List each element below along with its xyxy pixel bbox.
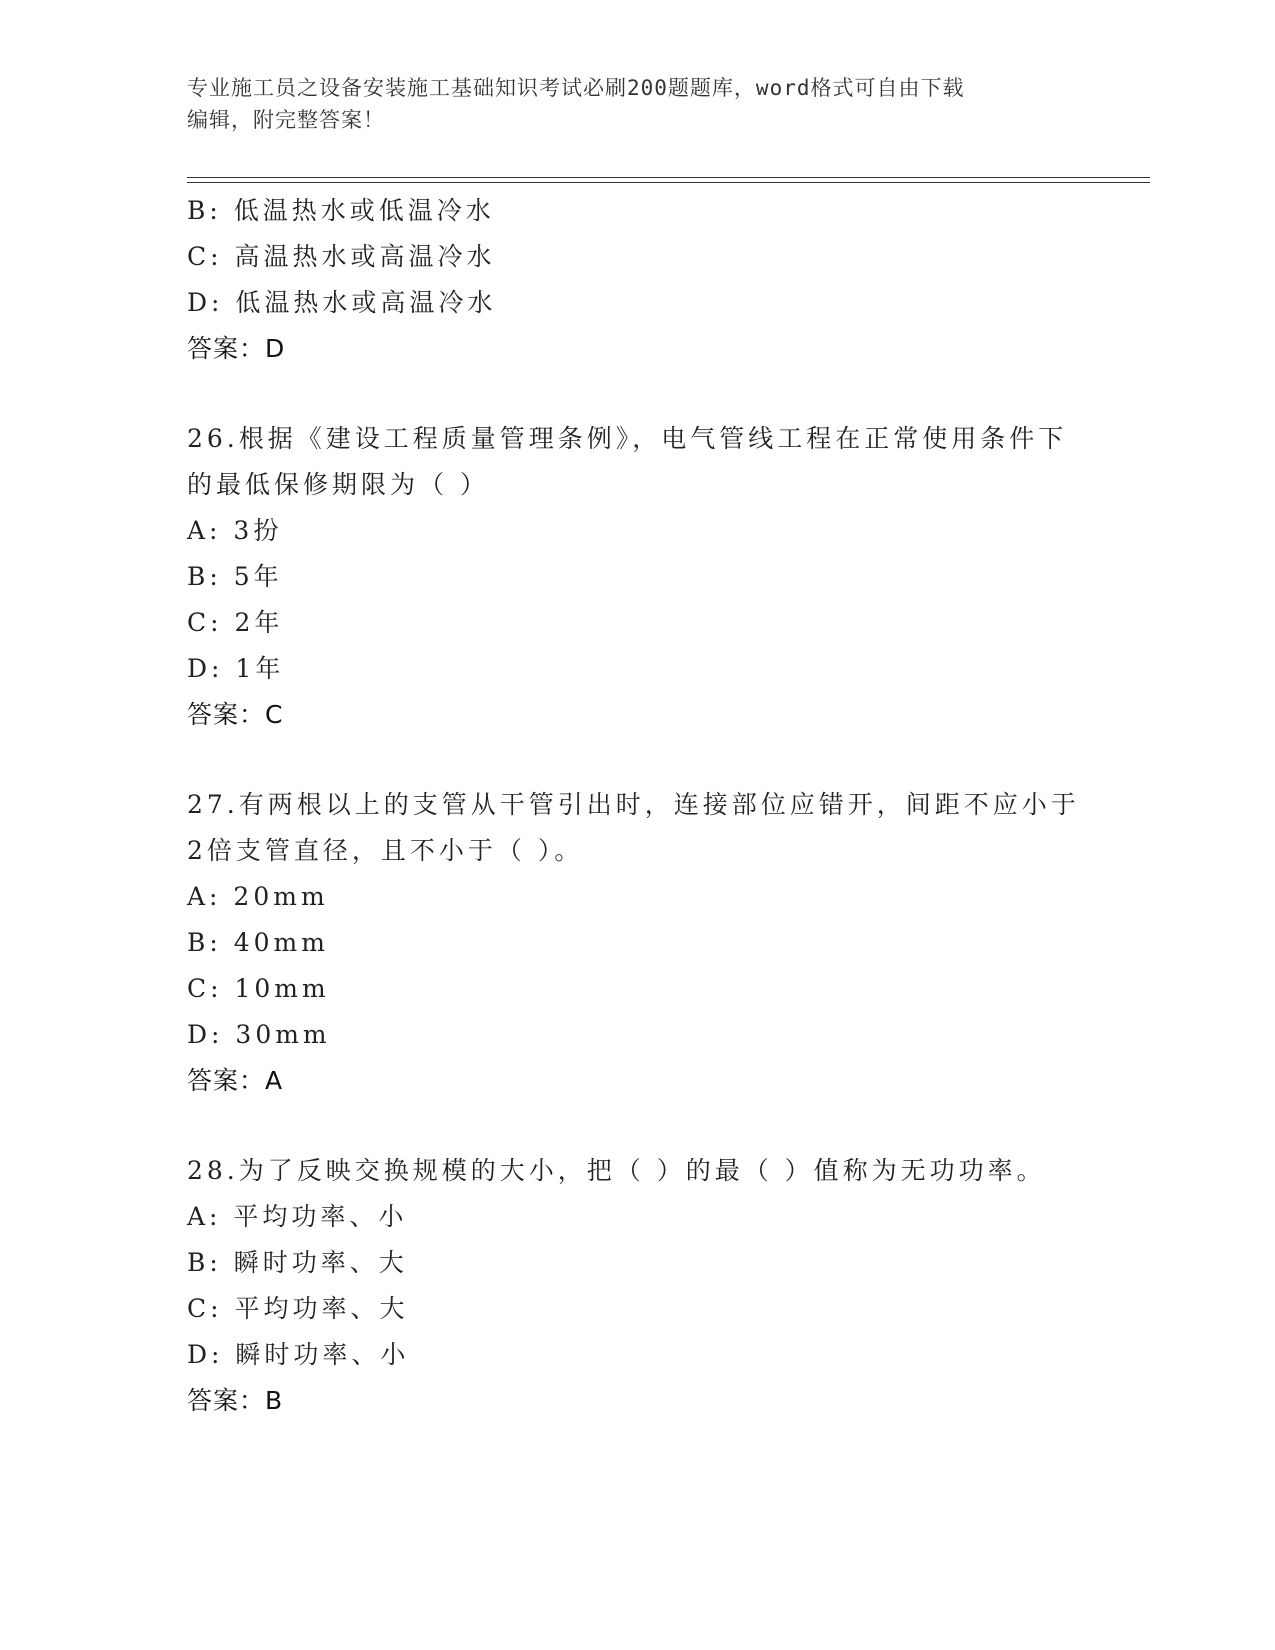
question-26	[187, 416, 1087, 738]
header-line-1: 专业施工员之设备安装施工基础知识考试必刷200题题库，word格式可自由下载	[187, 76, 965, 100]
document-header	[187, 72, 1067, 136]
question-text-line-1: 28.为了反映交换规模的大小，把（ ）的最（ ）值称为无功功率。	[187, 1156, 1046, 1185]
question-25	[187, 188, 1087, 372]
question-text-line-1: 27.有两根以上的支管从干管引出时，连接部位应错开，间距不应小于	[187, 790, 1080, 819]
option-b: B: 5年	[187, 562, 283, 591]
header-divider-top	[187, 177, 1150, 178]
option-b: B: 40mm	[187, 928, 329, 957]
option-b: B: 低温热水或低温冷水	[187, 196, 495, 225]
answer: 答案：C	[187, 700, 284, 729]
option-b: B: 瞬时功率、大	[187, 1248, 408, 1277]
answer: 答案：B	[187, 1386, 284, 1415]
option-c: C: 10mm	[187, 974, 330, 1003]
question-text-line-2: 的最低保修期限为（ ）	[187, 470, 489, 499]
question-27	[187, 782, 1087, 1104]
option-c: C: 2年	[187, 608, 284, 637]
option-c: C: 平均功率、大	[187, 1294, 409, 1323]
option-d: D: 瞬时功率、小	[187, 1340, 410, 1369]
question-text-line-1: 26.根据《建设工程质量管理条例》，电气管线工程在正常使用条件下	[187, 424, 1068, 453]
option-d: D: 低温热水或高温冷水	[187, 288, 497, 317]
option-a: A: 3扮	[187, 516, 283, 545]
header-line-2: 编辑，附完整答案！	[187, 108, 385, 132]
option-a: A: 平均功率、小	[187, 1202, 408, 1231]
question-list	[187, 188, 1087, 1424]
header-divider-bottom	[187, 182, 1150, 183]
question-28	[187, 1148, 1087, 1424]
option-c: C: 高温热水或高温冷水	[187, 242, 496, 271]
option-d: D: 30mm	[187, 1020, 331, 1049]
answer: 答案：D	[187, 334, 286, 363]
answer: 答案：A	[187, 1066, 284, 1095]
option-a: A: 20mm	[187, 882, 329, 911]
option-d: D: 1年	[187, 654, 285, 683]
question-text-line-2: 2倍支管直径，且不小于（ ）。	[187, 836, 584, 865]
